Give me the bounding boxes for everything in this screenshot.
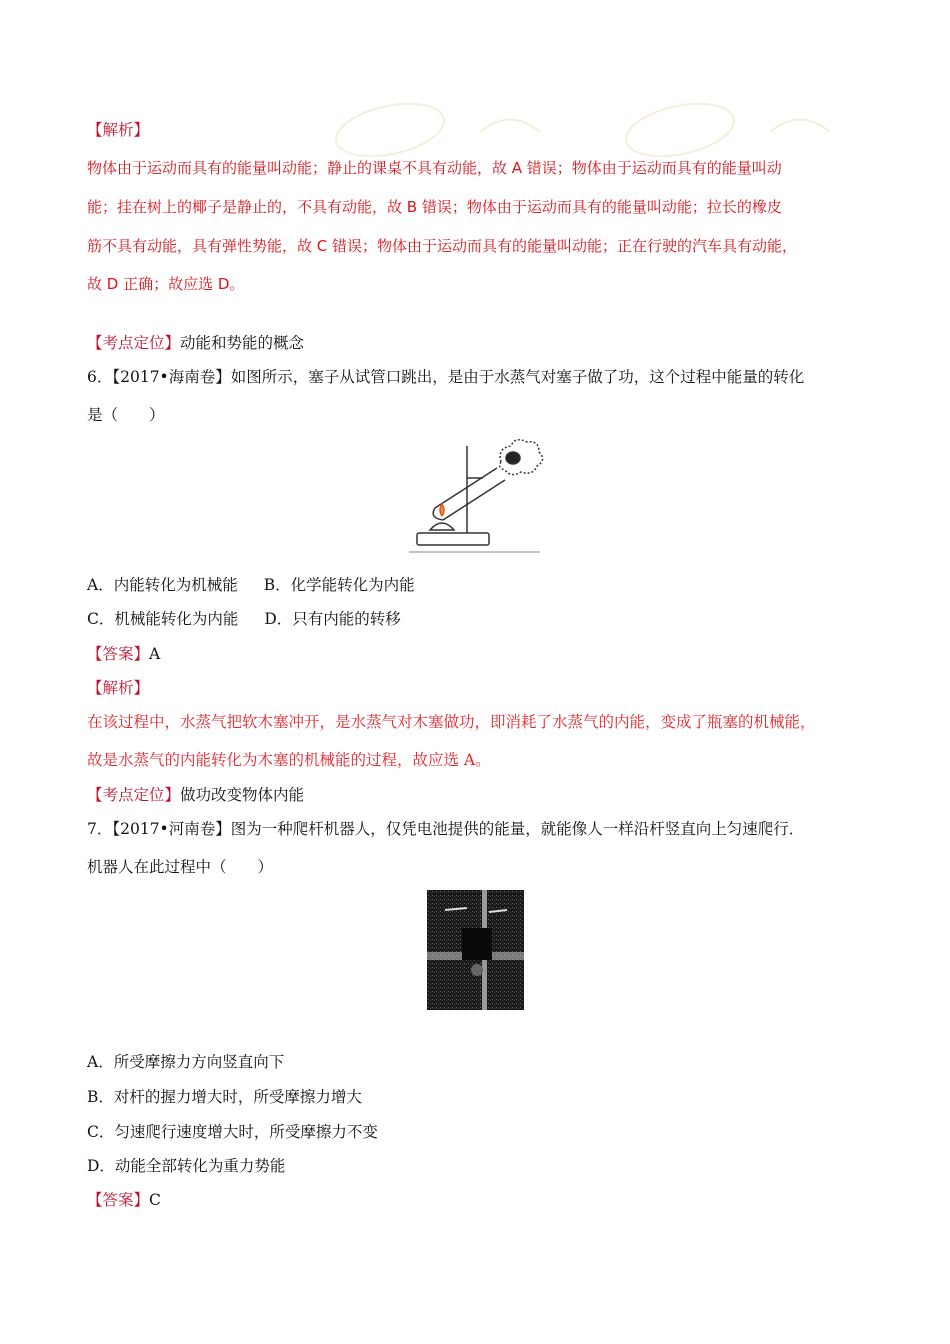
q6-stem: 是（ ） — [87, 406, 165, 424]
kaodian-tag: 【考点定位】 — [87, 786, 181, 804]
q7-option-c: C．匀速爬行速度增大时，所受摩擦力不变 — [87, 1123, 378, 1141]
q6-answer: A — [149, 645, 161, 663]
q7-option-a: A．所受摩擦力方向竖直向下 — [87, 1053, 285, 1071]
q7-stem: 机器人在此过程中（ ） — [87, 858, 274, 876]
analysis-line: 故 D 正确；故应选 D。 — [87, 275, 245, 293]
analysis-line: 能；挂在树上的椰子是静止的，不具有动能，故 B 错误；物体由于运动而具有的能量叫动能；拉长的橡皮 — [87, 198, 782, 216]
q6-stem: 6．【2017•海南卷】如图所示，塞子从试管口跳出，是由于水蒸气对塞子做了功，这个过程中能量的转化 — [87, 368, 805, 386]
q7-answer: C — [149, 1191, 161, 1209]
analysis-heading: 【解析】 — [87, 121, 150, 139]
kaodian-text: 做功改变物体内能 — [180, 786, 305, 804]
q6-options-row2 — [87, 609, 401, 629]
q6-kaodian-row — [87, 785, 304, 805]
q7-option-b: B．对杆的握力增大时，所受摩擦力增大 — [87, 1088, 362, 1106]
q6-options-row1 — [87, 575, 415, 595]
q6-option-b: B．化学能转化为内能 — [263, 576, 415, 594]
analysis-line: 筋不具有动能，具有弹性势能，故 C 错误；物体由于运动而具有的能量叫动能；正在行驶的汽车具有动能， — [87, 237, 798, 255]
analysis-line: 物体由于运动而具有的能量叫动能；静止的课桌不具有动能，故 A 错误；物体由于运动而具有的能量叫动 — [87, 159, 782, 177]
answer-tag: 【答案】 — [87, 645, 150, 663]
q6-analysis-line: 在该过程中，水蒸气把软木塞冲开，是水蒸气对木塞做功，即消耗了水蒸气的内能，变成了瓶塞的机械能， — [87, 713, 816, 731]
kaodian-row — [87, 333, 304, 353]
answer-tag: 【答案】 — [87, 1191, 150, 1209]
q6-option-a: A．内能转化为机械能 — [87, 576, 238, 594]
kaodian-text: 动能和势能的概念 — [180, 334, 305, 352]
q6-answer-row — [87, 644, 160, 664]
q7-answer-row — [87, 1190, 161, 1210]
q7-stem: 7．【2017•河南卷】图为一种爬杆机器人，仅凭电池提供的能量，就能像人一样沿杆竖直向上匀速爬行． — [87, 820, 805, 838]
q6-analysis-line: 故是水蒸气的内能转化为木塞的机械能的过程，故应选 A。 — [87, 751, 491, 769]
q6-analysis-heading: 【解析】 — [87, 679, 150, 697]
q6-option-d: D．只有内能的转移 — [264, 610, 401, 628]
watermark-logo — [330, 92, 890, 162]
climbing-robot-photo — [427, 890, 524, 1010]
kaodian-tag: 【考点定位】 — [87, 334, 181, 352]
test-tube-apparatus-figure — [405, 438, 545, 558]
q7-option-d: D．动能全部转化为重力势能 — [87, 1157, 286, 1175]
q6-option-c: C．机械能转化为内能 — [87, 610, 239, 628]
